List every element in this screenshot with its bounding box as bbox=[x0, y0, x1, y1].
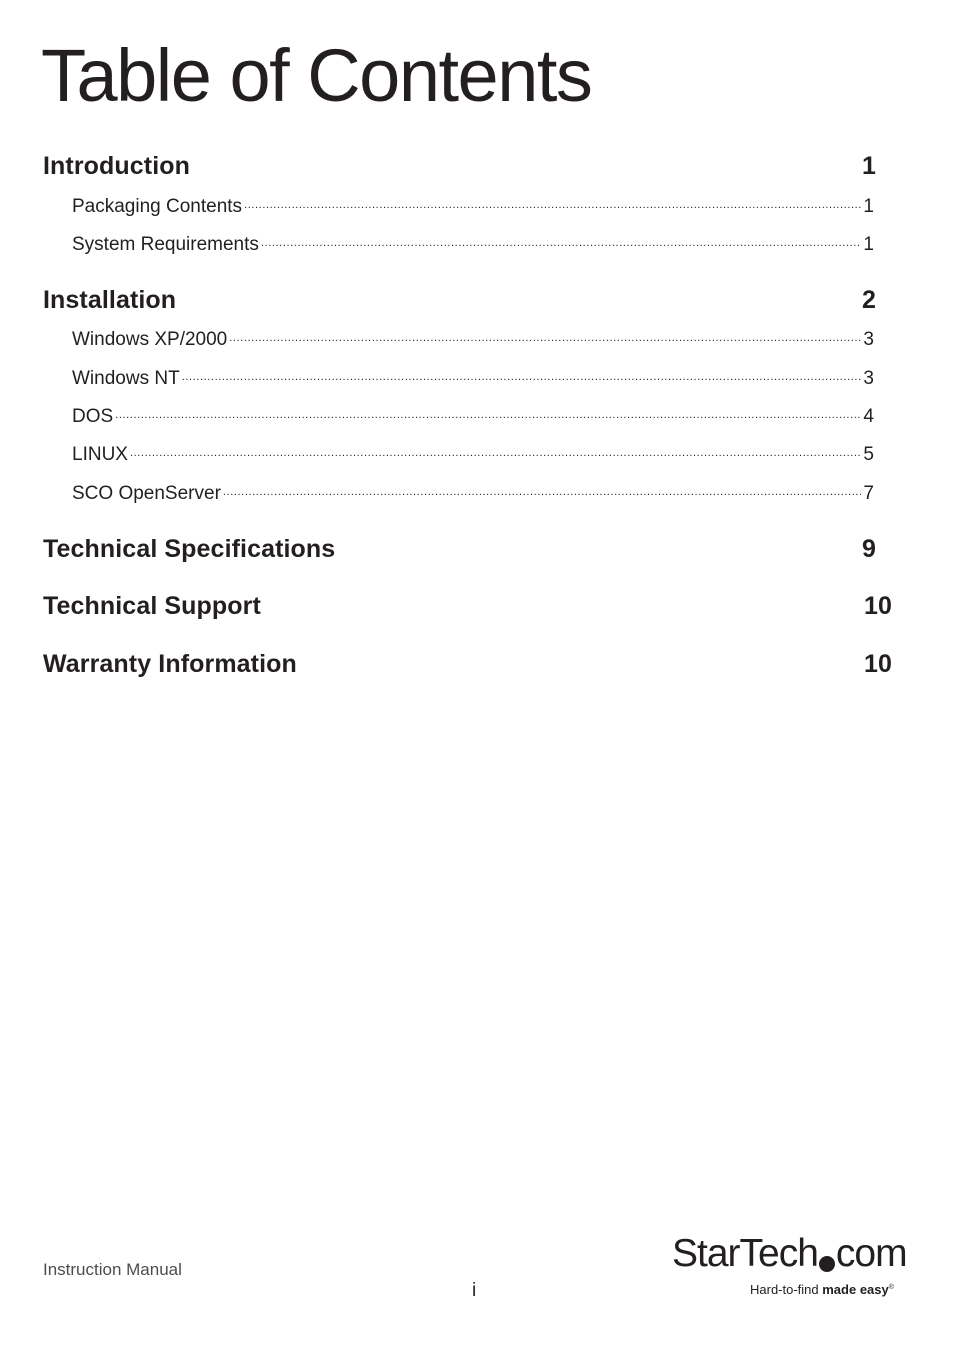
toc-entry-label: Windows XP/2000 bbox=[72, 329, 228, 350]
toc-entry-page: 2 bbox=[861, 286, 876, 314]
toc-entry-page: 10 bbox=[863, 592, 892, 620]
logo-tagline-regular: Hard-to-find bbox=[750, 1282, 823, 1297]
toc-entry-page: 9 bbox=[861, 535, 876, 563]
dot-leader bbox=[180, 366, 862, 392]
logo-tagline-bold: made easy bbox=[822, 1282, 889, 1297]
logo-dot-icon bbox=[819, 1256, 835, 1272]
toc-entry-label: Packaging Contents bbox=[72, 196, 243, 217]
logo-brand-end: com bbox=[835, 1232, 907, 1275]
toc-entry-label: Installation bbox=[43, 286, 177, 314]
toc-entry-windows-nt[interactable] bbox=[72, 366, 874, 392]
toc-entry-windows-xp-2000[interactable] bbox=[72, 327, 874, 353]
footer-document-type: Instruction Manual bbox=[43, 1260, 182, 1279]
dot-leader bbox=[113, 404, 861, 430]
toc-entry-linux[interactable] bbox=[72, 442, 874, 468]
registered-mark-icon: ® bbox=[888, 1284, 894, 1291]
toc-entry-label: SCO OpenServer bbox=[72, 483, 221, 504]
dot-leader bbox=[259, 232, 862, 258]
toc-entry-page: 3 bbox=[863, 368, 874, 389]
toc-entry-page: 5 bbox=[863, 444, 874, 465]
page-title: Table of Contents bbox=[41, 34, 592, 117]
toc-entry-label: Introduction bbox=[43, 152, 191, 180]
dot-leader bbox=[227, 327, 861, 353]
dot-leader bbox=[128, 442, 861, 468]
dot-leader bbox=[242, 194, 861, 220]
toc-entry-page: 3 bbox=[863, 329, 874, 350]
logo-brand-start: StarTech bbox=[672, 1232, 818, 1275]
toc-entry-label: Warranty Information bbox=[43, 650, 297, 678]
toc-entry-label: LINUX bbox=[72, 444, 128, 465]
toc-entry-page: 1 bbox=[861, 152, 876, 180]
toc-entry-label: Windows NT bbox=[72, 368, 180, 389]
toc-entry-technical-support[interactable] bbox=[43, 590, 892, 622]
toc-entry-page: 1 bbox=[863, 234, 874, 255]
toc-entry-introduction[interactable] bbox=[43, 150, 876, 182]
toc-entry-dos[interactable] bbox=[72, 404, 874, 430]
toc-entry-technical-specifications[interactable] bbox=[43, 533, 876, 565]
toc-entry-installation[interactable] bbox=[43, 284, 876, 316]
logo-tagline bbox=[750, 1282, 894, 1297]
toc-entry-page: 4 bbox=[863, 406, 874, 427]
toc-entry-label: System Requirements bbox=[72, 234, 259, 255]
toc-entry-system-requirements[interactable] bbox=[72, 232, 874, 258]
toc-entry-sco-openserver[interactable] bbox=[72, 481, 874, 507]
toc-entry-warranty-information[interactable] bbox=[43, 648, 892, 680]
footer-page-number: i bbox=[472, 1280, 477, 1301]
logo-wordmark bbox=[672, 1232, 907, 1276]
toc-entry-page: 7 bbox=[863, 483, 874, 504]
toc-entry-page: 10 bbox=[863, 650, 892, 678]
toc-entry-page: 1 bbox=[863, 196, 874, 217]
toc-entry-packaging-contents[interactable] bbox=[72, 194, 874, 220]
startech-logo bbox=[672, 1232, 912, 1302]
toc-entry-label: Technical Specifications bbox=[43, 535, 336, 563]
toc-entry-label: DOS bbox=[72, 406, 114, 427]
dot-leader bbox=[221, 481, 862, 507]
toc-entry-label: Technical Support bbox=[43, 592, 261, 620]
